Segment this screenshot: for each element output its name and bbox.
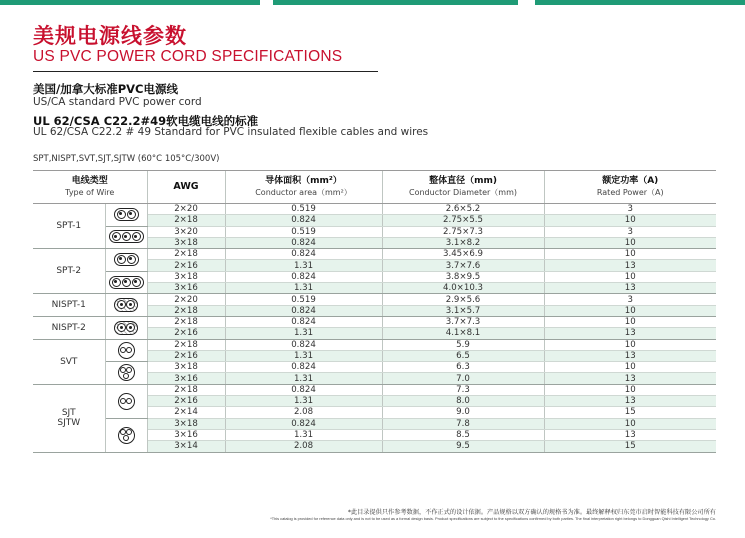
area-cell: 0.824 bbox=[225, 418, 382, 429]
diameter-cell: 6.5 bbox=[382, 350, 544, 361]
power-cell: 10 bbox=[544, 384, 716, 395]
area-cell: 1.31 bbox=[225, 328, 382, 339]
area-cell: 0.519 bbox=[225, 294, 382, 305]
area-cell: 1.31 bbox=[225, 350, 382, 361]
wire-type-cell: NISPT-1 bbox=[33, 294, 105, 317]
diameter-cell: 4.0×10.3 bbox=[382, 283, 544, 294]
area-cell: 0.824 bbox=[225, 271, 382, 282]
flat-2-conductor-icon bbox=[105, 204, 147, 227]
standard-1-en: US/CA standard PVC power cord bbox=[33, 96, 202, 108]
diameter-cell: 8.5 bbox=[382, 429, 544, 440]
power-cell: 10 bbox=[544, 215, 716, 226]
power-cell: 13 bbox=[544, 350, 716, 361]
awg-cell: 3×18 bbox=[147, 418, 225, 429]
awg-cell: 2×16 bbox=[147, 396, 225, 407]
awg-cell: 2×18 bbox=[147, 249, 225, 260]
diameter-cell: 3.45×6.9 bbox=[382, 249, 544, 260]
awg-cell: 3×16 bbox=[147, 429, 225, 440]
wire-type-cell: SJT SJTW bbox=[33, 384, 105, 452]
power-cell: 10 bbox=[544, 271, 716, 282]
power-cell: 13 bbox=[544, 429, 716, 440]
awg-cell: 3×14 bbox=[147, 441, 225, 452]
power-cell: 13 bbox=[544, 328, 716, 339]
diameter-cell: 3.7×7.3 bbox=[382, 316, 544, 327]
top-accent-band bbox=[0, 0, 745, 8]
area-cell: 0.824 bbox=[225, 237, 382, 248]
area-cell: 1.31 bbox=[225, 260, 382, 271]
power-cell: 3 bbox=[544, 204, 716, 215]
diameter-cell: 9.0 bbox=[382, 407, 544, 418]
table-row bbox=[33, 418, 716, 429]
power-cell: 13 bbox=[544, 373, 716, 384]
flat-3-conductor-icon bbox=[105, 271, 147, 294]
footnote-cn: *此目录提供只作参考数据，不作正式的设计依据。产品规格以双方确认的规格书为准。最终解释权归东莞市启时智能科技有限公司所有 bbox=[347, 509, 716, 516]
table-row bbox=[33, 384, 716, 395]
table-body bbox=[33, 204, 716, 453]
round-2-conductor-icon bbox=[105, 339, 147, 362]
area-cell: 1.31 bbox=[225, 396, 382, 407]
diameter-cell: 3.7×7.6 bbox=[382, 260, 544, 271]
power-cell: 10 bbox=[544, 305, 716, 316]
header-power: 额定功率（A) Rated Power（A) bbox=[544, 171, 716, 204]
standard-2-cn: UL 62/CSA C22.2#49软电缆电线的标准 bbox=[33, 114, 259, 128]
diameter-cell: 3.8×9.5 bbox=[382, 271, 544, 282]
wire-type-cell: SPT-2 bbox=[33, 249, 105, 294]
area-cell: 0.824 bbox=[225, 339, 382, 350]
awg-cell: 3×18 bbox=[147, 362, 225, 373]
power-cell: 10 bbox=[544, 316, 716, 327]
diameter-cell: 7.3 bbox=[382, 384, 544, 395]
wire-type-cell: SVT bbox=[33, 339, 105, 384]
round-3-conductor-icon bbox=[105, 362, 147, 385]
table-row bbox=[33, 204, 716, 215]
power-cell: 13 bbox=[544, 283, 716, 294]
power-cell: 13 bbox=[544, 396, 716, 407]
awg-cell: 3×16 bbox=[147, 283, 225, 294]
page-title-en: US PVC POWER CORD SPECIFICATIONS bbox=[33, 48, 343, 65]
table-row bbox=[33, 362, 716, 373]
awg-cell: 3×18 bbox=[147, 271, 225, 282]
awg-cell: 3×20 bbox=[147, 226, 225, 237]
power-cell: 10 bbox=[544, 339, 716, 350]
awg-cell: 2×14 bbox=[147, 407, 225, 418]
power-cell: 10 bbox=[544, 362, 716, 373]
standard-2-en: UL 62/CSA C22.2 # 49 Standard for PVC insulated flexible cables and wires bbox=[33, 126, 429, 138]
awg-cell: 2×18 bbox=[147, 316, 225, 327]
area-cell: 2.08 bbox=[225, 407, 382, 418]
area-cell: 0.824 bbox=[225, 384, 382, 395]
table-header-row bbox=[33, 171, 716, 204]
awg-cell: 2×18 bbox=[147, 215, 225, 226]
area-cell: 1.31 bbox=[225, 429, 382, 440]
awg-cell: 2×20 bbox=[147, 294, 225, 305]
area-cell: 0.824 bbox=[225, 249, 382, 260]
diameter-cell: 6.3 bbox=[382, 362, 544, 373]
header-awg: AWG bbox=[147, 171, 225, 204]
table-row bbox=[33, 271, 716, 282]
spec-line: SPT,NISPT,SVT,SJT,SJTW (60°C 105°C/300V) bbox=[33, 154, 220, 164]
flat-integral-2-conductor-icon bbox=[105, 316, 147, 339]
diameter-cell: 3.1×8.2 bbox=[382, 237, 544, 248]
area-cell: 0.824 bbox=[225, 362, 382, 373]
diameter-cell: 7.0 bbox=[382, 373, 544, 384]
power-cell: 3 bbox=[544, 226, 716, 237]
awg-cell: 2×16 bbox=[147, 350, 225, 361]
awg-cell: 2×18 bbox=[147, 305, 225, 316]
area-cell: 0.824 bbox=[225, 316, 382, 327]
area-cell: 2.08 bbox=[225, 441, 382, 452]
power-cell: 3 bbox=[544, 294, 716, 305]
standard-1-cn: 美国/加拿大标准PVC电源线 bbox=[33, 82, 178, 96]
area-cell: 1.31 bbox=[225, 283, 382, 294]
table-row bbox=[33, 316, 716, 327]
awg-cell: 2×20 bbox=[147, 204, 225, 215]
awg-cell: 2×16 bbox=[147, 260, 225, 271]
power-cell: 10 bbox=[544, 237, 716, 248]
awg-cell: 3×18 bbox=[147, 237, 225, 248]
diameter-cell: 5.9 bbox=[382, 339, 544, 350]
area-cell: 0.519 bbox=[225, 204, 382, 215]
table-row bbox=[33, 249, 716, 260]
footnote-en: *This catalog is provided for reference data only and is not to be used as a formal design basis. Product specifications are subject to the specifications confirmed by both parties. The final interpretation right belongs to Dongguan Qishi Intelligent Technology Co. bbox=[270, 516, 716, 521]
header-type: 电线类型 Type of Wire bbox=[33, 171, 147, 204]
diameter-cell: 2.6×5.2 bbox=[382, 204, 544, 215]
power-cell: 10 bbox=[544, 249, 716, 260]
flat-2-conductor-icon bbox=[105, 249, 147, 272]
diameter-cell: 2.9×5.6 bbox=[382, 294, 544, 305]
power-cell: 10 bbox=[544, 418, 716, 429]
power-cell: 15 bbox=[544, 407, 716, 418]
area-cell: 1.31 bbox=[225, 373, 382, 384]
diameter-cell: 7.8 bbox=[382, 418, 544, 429]
area-cell: 0.519 bbox=[225, 226, 382, 237]
title-divider bbox=[33, 71, 378, 72]
page-title-cn: 美规电源线参数 bbox=[33, 24, 187, 48]
awg-cell: 2×18 bbox=[147, 384, 225, 395]
flat-integral-2-conductor-icon bbox=[105, 294, 147, 317]
diameter-cell: 9.5 bbox=[382, 441, 544, 452]
round-3-conductor-icon bbox=[105, 418, 147, 452]
power-cell: 15 bbox=[544, 441, 716, 452]
header-area: 导体面积（mm²） Conductor area（mm²） bbox=[225, 171, 382, 204]
diameter-cell: 3.1×5.7 bbox=[382, 305, 544, 316]
diameter-cell: 2.75×5.5 bbox=[382, 215, 544, 226]
table-row bbox=[33, 226, 716, 237]
wire-type-cell: SPT-1 bbox=[33, 204, 105, 249]
spec-table bbox=[33, 170, 716, 453]
wire-type-cell: NISPT-2 bbox=[33, 316, 105, 339]
diameter-cell: 4.1×8.1 bbox=[382, 328, 544, 339]
table-row bbox=[33, 294, 716, 305]
area-cell: 0.824 bbox=[225, 305, 382, 316]
awg-cell: 3×16 bbox=[147, 373, 225, 384]
flat-3-conductor-icon bbox=[105, 226, 147, 249]
round-2-conductor-icon bbox=[105, 384, 147, 418]
header-diameter: 整体直径（mm) Conductor Diameter（mm) bbox=[382, 171, 544, 204]
area-cell: 0.824 bbox=[225, 215, 382, 226]
awg-cell: 2×18 bbox=[147, 339, 225, 350]
diameter-cell: 8.0 bbox=[382, 396, 544, 407]
awg-cell: 2×16 bbox=[147, 328, 225, 339]
power-cell: 13 bbox=[544, 260, 716, 271]
diameter-cell: 2.75×7.3 bbox=[382, 226, 544, 237]
table-row bbox=[33, 339, 716, 350]
